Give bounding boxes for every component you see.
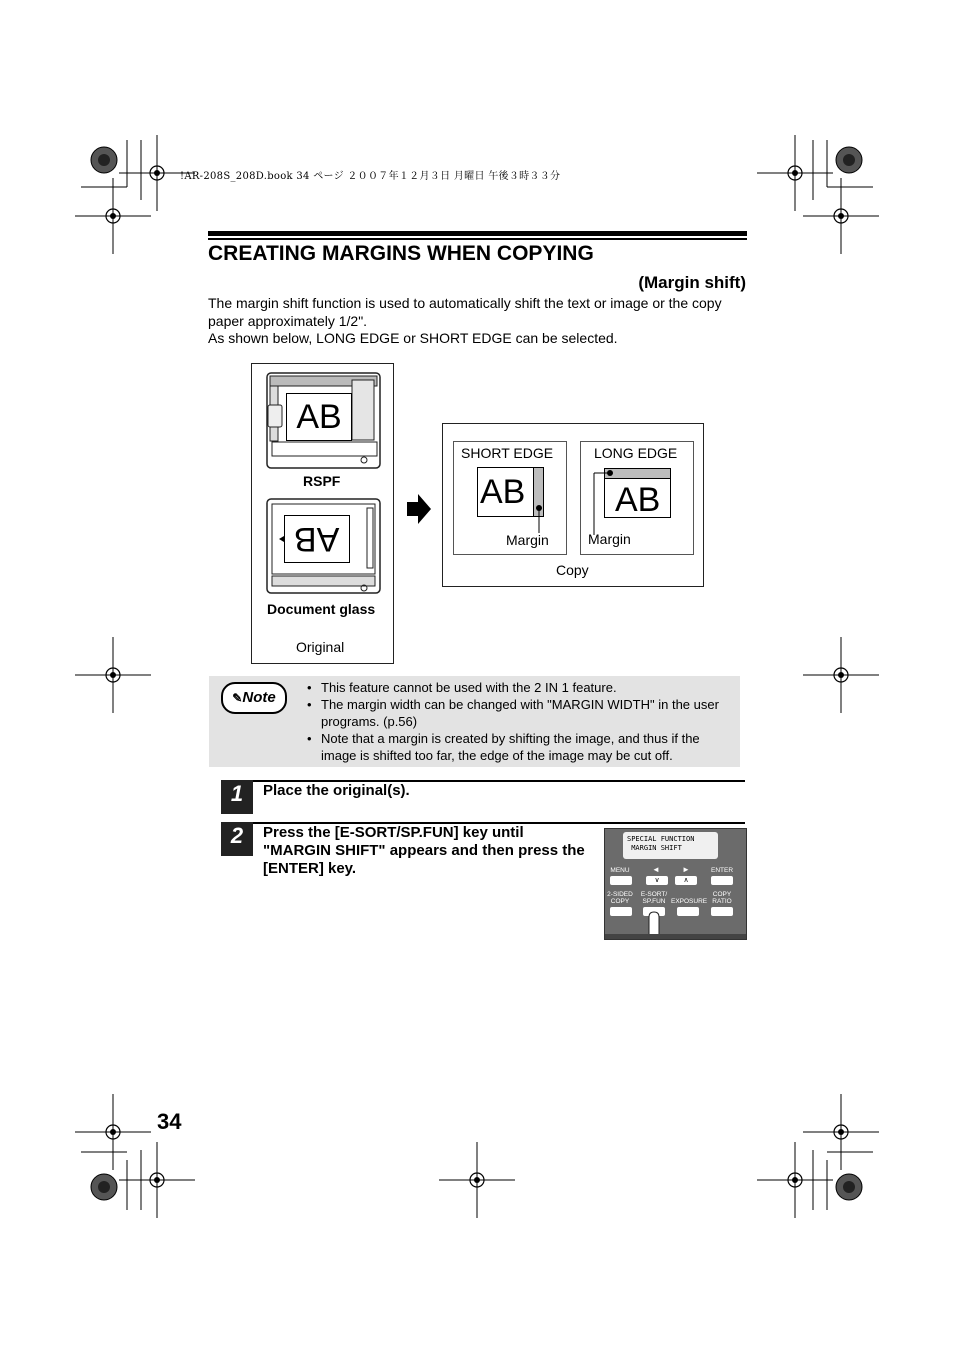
print-header-line: !AR-208S_208D.book 34 ページ ２００７年１２月３日 月曜日 午後３時３３分: [180, 171, 561, 182]
copy-ratio-key[interactable]: [711, 907, 733, 916]
right-arrow-icon: [407, 494, 431, 524]
page-subtitle: (Margin shift): [638, 273, 746, 292]
right-arrow-key-icon: ►: [682, 865, 690, 874]
pencil-icon: ✎: [232, 691, 243, 705]
step-1-number: 1: [221, 780, 253, 814]
glass-ab-rotated-text: AB: [294, 520, 340, 558]
document-glass-label: Document glass: [267, 601, 376, 617]
page-title: CREATING MARGINS WHEN COPYING: [208, 242, 594, 265]
two-sided-copy-key-label: 2-SIDED COPY: [607, 891, 633, 905]
note-item: • This feature cannot be used with the 2 IN 1 feature.: [307, 679, 737, 696]
intro-line-2: As shown below, LONG EDGE or SHORT EDGE can be selected.: [208, 330, 618, 346]
long-edge-ab-text: AB: [615, 481, 661, 519]
operation-panel: [604, 828, 747, 940]
panel-bottom-strip: [605, 934, 746, 939]
esort-spfun-key-label: E-SORT/ SP.FUN: [640, 891, 668, 905]
rspf-ab-text: AB: [296, 398, 342, 436]
long-edge-margin-pointer: [590, 469, 614, 535]
short-edge-margin-label: Margin: [506, 532, 549, 548]
up-arrow-key[interactable]: ∧: [675, 876, 697, 885]
intro-line-1: The margin shift function is used to automatically shift the text or image or the copy paper approximately 1/2".: [208, 295, 722, 329]
lcd-display: [623, 832, 718, 859]
step-2-text: Press the [E-SORT/SP.FUN] key until "MARGIN SHIFT" appears and then press the [ENTER] key.: [263, 824, 585, 877]
short-edge-ab-text: AB: [480, 473, 526, 511]
long-edge-label: LONG EDGE: [594, 445, 678, 461]
enter-key-label: ENTER: [710, 867, 734, 874]
exposure-key[interactable]: [677, 907, 699, 916]
long-edge-margin-label: Margin: [588, 531, 631, 547]
exposure-key-label: EXPOSURE: [671, 898, 708, 905]
short-edge-margin-pointer: [534, 503, 544, 533]
note-item: • Note that a margin is created by shifting the image, and thus if the image is shifted too far, the edge of the image may be cut off.: [307, 730, 737, 764]
copy-ratio-key-label: COPY RATIO: [712, 891, 732, 905]
copy-label: Copy: [556, 562, 589, 578]
title-rule-thick: [208, 231, 747, 236]
title-rule-thin: [208, 238, 747, 240]
note-box: [209, 676, 740, 767]
glass-ab-sheet: [284, 515, 350, 563]
note-item: • The margin width can be changed with "MARGIN WIDTH" in the user programs. (p.56): [307, 696, 737, 730]
rspf-ab-sheet: [286, 393, 352, 441]
rspf-label: RSPF: [303, 473, 341, 489]
lcd-line-1: SPECIAL FUNCTION: [627, 835, 695, 843]
menu-key-label: MENU: [610, 867, 630, 874]
step-2-number: 2: [221, 822, 253, 856]
enter-key[interactable]: [711, 876, 733, 885]
long-edge-margin-strip: [605, 469, 670, 479]
two-sided-copy-key[interactable]: [610, 907, 632, 916]
down-arrow-key[interactable]: ∨: [646, 876, 668, 885]
long-edge-ab-sheet: [604, 468, 671, 518]
note-list: [307, 679, 737, 764]
note-badge: [221, 682, 287, 714]
original-label: Original: [296, 639, 345, 655]
intro-text: [208, 295, 748, 348]
left-arrow-icon: ◄: [652, 865, 660, 874]
short-edge-label: SHORT EDGE: [461, 445, 554, 461]
step-1-text: Place the original(s).: [263, 782, 410, 799]
lcd-line-2: MARGIN SHIFT: [627, 844, 682, 852]
menu-key[interactable]: [610, 876, 632, 885]
page-number: 34: [157, 1109, 182, 1134]
note-badge-text: Note: [242, 689, 276, 706]
